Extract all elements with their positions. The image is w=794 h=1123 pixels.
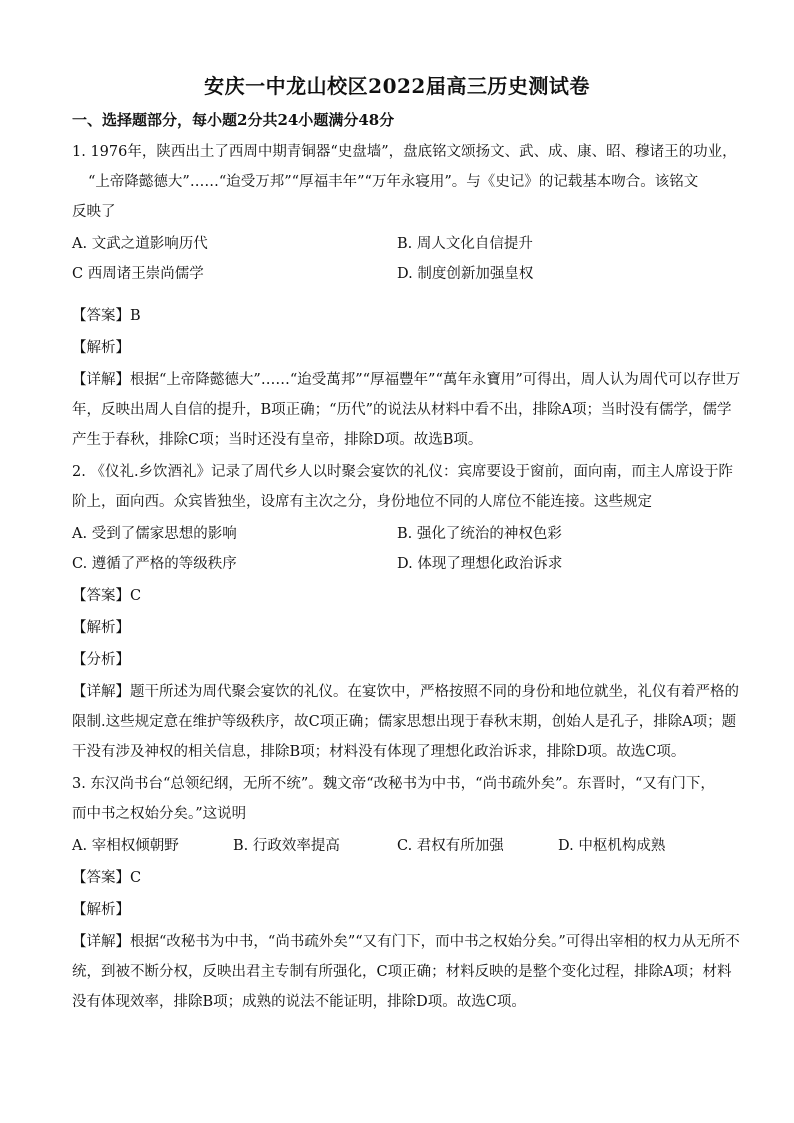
q3-option-d: D. 中枢机构成熟 bbox=[558, 838, 666, 854]
q1-option-d: D. 制度创新加强皇权 bbox=[397, 266, 534, 282]
q1-analysis-label: 【解析】 bbox=[72, 340, 130, 356]
q1-stem-line-1: 1. 1976年，陕西出土了西周中期青铜器“史盘墙”，盘底铭文颂扬文、武、成、康、昭、穆诸王的功业， bbox=[72, 144, 737, 160]
q3-answer: 【答案】C bbox=[72, 870, 142, 886]
q2-option-b: B. 强化了统治的神权色彩 bbox=[397, 526, 562, 542]
q2-detail-line-1: 【详解】题干所述为周代聚会宴饮的礼仪。在宴饮中，严格按照不同的身份和地位就坐，礼仪有着严格的 bbox=[72, 684, 739, 700]
q3-detail-line-1: 【详解】根据“改秘书为中书，“尚书疏外矣”“又有门下，而中书之权始分矣。”可得出宰相的权力从无所不 bbox=[72, 934, 740, 950]
q3-detail-line-3: 没有体现效率，排除B项；成熟的说法不能证明，排除D项。故选C项。 bbox=[72, 994, 526, 1010]
q3-option-b: B. 行政效率提高 bbox=[233, 838, 340, 854]
q1-detail-line-3: 产生于春秋，排除C项；当时还没有皇帝，排除D项。故选B项。 bbox=[72, 432, 483, 448]
q2-option-d: D. 体现了理想化政治诉求 bbox=[397, 556, 563, 572]
page-title: 安庆一中龙山校区2022届高三历史测试卷 bbox=[204, 74, 590, 98]
q1-answer: 【答案】B bbox=[72, 308, 141, 324]
q2-option-c: C. 遵循了严格的等级秩序 bbox=[72, 556, 237, 572]
q2-option-a: A. 受到了儒家思想的影响 bbox=[72, 526, 237, 542]
q2-detail-line-3: 干没有涉及神权的相关信息，排除B项；材料没有体现了理想化政治诉求，排除D项。故选C项。 bbox=[72, 744, 686, 760]
q2-fenxi-label: 【分析】 bbox=[72, 652, 130, 668]
section-heading: 一、选择题部分，每小题2分共24小题满分48分 bbox=[72, 111, 395, 129]
q3-stem-line-2: 而中书之权始分矣。”这说明 bbox=[72, 806, 247, 822]
q3-option-c: C. 君权有所加强 bbox=[397, 838, 504, 854]
q2-analysis-label: 【解析】 bbox=[72, 620, 130, 636]
q3-detail-line-2: 统，到被不断分权，反映出君主专制有所强化，C项正确；材料反映的是整个变化过程，排除A项；材料 bbox=[72, 964, 732, 980]
q1-detail-line-1: 【详解】根据“上帝降懿德大”……“迨受萬邦”“厚福豐年”“萬年永寶用”可得出，周人认为周代可以存世万 bbox=[72, 372, 741, 388]
q1-option-a: A. 文武之道影响历代 bbox=[72, 236, 208, 252]
q2-answer: 【答案】C bbox=[72, 588, 142, 604]
q3-stem-line-1: 3. 东汉尚书台“总领纪纲，无所不统”。魏文帝“改秘书为中书，“尚书疏外矣”。东晋时，“又有门下， bbox=[72, 776, 715, 792]
q2-stem-line-2: 阶上，面向西。众宾皆独坐，设席有主次之分，身份地位不同的人席位不能连接。这些规定 bbox=[72, 494, 652, 510]
q1-option-b: B. 周人文化自信提升 bbox=[397, 236, 533, 252]
q1-detail-line-2: 年，反映出周人自信的提升，B项正确；“历代”的说法从材料中看不出，排除A项；当时没有儒学，儒学 bbox=[72, 402, 732, 418]
q3-option-a: A. 宰相权倾朝野 bbox=[72, 838, 179, 854]
q2-detail-line-2: 限制.这些规定意在维护等级秩序，故C项正确；儒家思想出现于春秋末期，创始人是孔子，排除A项；题 bbox=[72, 714, 737, 730]
q3-analysis-label: 【解析】 bbox=[72, 902, 130, 918]
q1-stem-line-3: 反映了 bbox=[72, 204, 116, 220]
q1-option-c: C 西周诸王崇尚儒学 bbox=[72, 266, 204, 282]
q1-stem-line-2: “上帝降懿德大”……“迨受万邦”“厚福丰年”“万年永寝用”。与《史记》的记载基本吻合。该铭文 bbox=[88, 174, 699, 190]
q2-stem-line-1: 2. 《仪礼.乡饮酒礼》记录了周代乡人以时聚会宴饮的礼仪：宾席要设于窗前，面向南，而主人席设于阼 bbox=[72, 464, 734, 480]
